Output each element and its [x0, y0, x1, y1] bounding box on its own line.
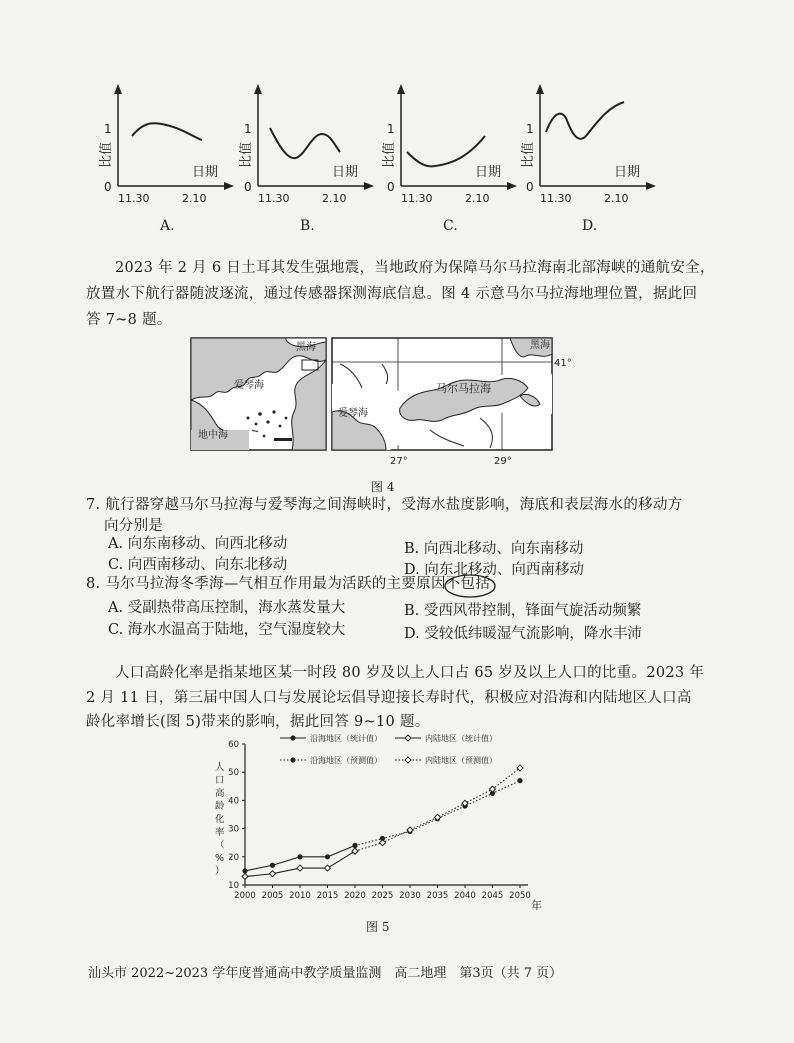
q8-stem: 8. 马尔马拉海冬季海—气相互作用最为活跃的主要原因不包括	[86, 576, 491, 592]
fig5-xtick-label: 2050	[509, 891, 531, 901]
mini-c-xlabel: 日期	[475, 165, 502, 180]
fig5-point	[325, 854, 330, 859]
fig5-xlabel: 年	[531, 899, 542, 912]
mini-b-xtick-end: 2.10	[322, 192, 347, 205]
map-left-mediterranean: 地中海	[198, 430, 228, 441]
mini-a-xlabel: 日期	[192, 165, 219, 180]
q7-stem-line1: 7. 航行器穿越马尔马拉海与爱琴海之间海峡时，受海水盐度影响，海底和表层海水的移动方	[86, 497, 683, 513]
fig5-legend-label: 沿海地区（统计值）	[310, 734, 382, 743]
mini-chart-d	[520, 84, 656, 234]
mini-a-label: A.	[160, 218, 175, 234]
q7-option-a[interactable]: A. 向东南移动、向西北移动	[108, 536, 288, 552]
fig5-ytick-label: 20	[228, 852, 239, 863]
map-left-aegean: 爱琴海	[234, 380, 264, 391]
fig5-ytick-label: 50	[228, 768, 239, 779]
mini-a-ylabel: 比值	[99, 141, 114, 168]
mini-c-xtick-end: 2.10	[465, 192, 490, 205]
fig5-xtick-label: 2005	[261, 891, 284, 901]
mini-d-xtick-end: 2.10	[604, 192, 629, 205]
fig5-point	[352, 843, 357, 848]
page-footer: 汕头市 2022~2023 学年度普通高中教学质量监测 高二地理 第3页（共 7 页）	[88, 966, 563, 981]
mini-chart-c	[381, 84, 517, 234]
q7-option-b[interactable]: B. 向西北移动、向东南移动	[404, 541, 584, 557]
q8-option-c[interactable]: C. 海水水温高于陆地，空气湿度较大	[108, 622, 346, 638]
figure5-chart	[195, 730, 555, 915]
figure4-map	[190, 334, 610, 474]
fig5-xtick-label: 2010	[289, 891, 311, 901]
intro1-line1: 2023 年 2 月 6 日土耳其发生强地震，当地政府为保障马尔马拉海南北部海峡的通航安全，	[115, 260, 715, 276]
fig5-series-line	[355, 781, 520, 846]
mini-c-ylabel: 比值	[382, 141, 397, 168]
map-lon1-label: 27°	[390, 456, 408, 467]
mini-d-curve	[546, 102, 624, 139]
fig5-point	[270, 871, 276, 877]
intro1-line3: 答 7~8 题。	[86, 312, 172, 328]
fig5-point	[297, 854, 302, 859]
fig5-point	[325, 865, 331, 871]
fig5-point	[405, 735, 411, 741]
map-right-marmara: 马尔马拉海	[436, 382, 491, 395]
fig5-ytick-label: 60	[228, 740, 239, 750]
handwritten-circle-mark	[442, 573, 498, 599]
q7-stem-line2: 向分别是	[104, 518, 164, 534]
mini-c-curve	[407, 136, 485, 166]
fig5-xtick-label: 2045	[481, 891, 504, 901]
fig5-point	[405, 757, 411, 763]
figure4-caption: 图 4	[371, 480, 395, 494]
mini-c-tick-0: 0	[387, 180, 395, 194]
intro2-line2: 2 月 11 日，第三届中国人口与发展论坛倡导迎接长寿时代，积极应对沿海和内陆地区人口高	[86, 690, 692, 706]
mini-c-label: C.	[443, 218, 458, 234]
mini-b-ylabel: 比值	[239, 141, 254, 168]
mini-chart-b	[238, 84, 374, 234]
fig5-ytick-label: 30	[228, 824, 239, 835]
fig5-point	[242, 874, 248, 880]
fig5-xtick-label: 2030	[399, 891, 421, 901]
fig5-ytick-label: 40	[228, 796, 239, 807]
q8-option-a[interactable]: A. 受副热带高压控制，海水蒸发量大	[108, 600, 346, 616]
intro2-line1: 人口高龄化率是指某地区某一时段 80 岁及以上人口占 65 岁及以上人口的比重。2023 年	[115, 665, 705, 681]
fig5-point	[290, 757, 295, 762]
fig5-ytick-label: 10	[228, 881, 239, 891]
mini-b-label: B.	[300, 218, 315, 234]
mini-b-tick-1: 1	[244, 122, 252, 136]
mini-b-tick-0: 0	[244, 180, 252, 194]
mini-charts	[60, 78, 700, 238]
mini-d-tick-0: 0	[526, 180, 534, 194]
fig5-xtick-label: 2015	[316, 891, 339, 901]
mini-a-tick-0: 0	[104, 180, 112, 194]
map-right-black-sea: 黑海	[530, 340, 550, 351]
fig5-point	[270, 863, 275, 868]
mini-c-xtick-start: 11.30	[401, 192, 433, 205]
q8-option-b[interactable]: B. 受西风带控制，锋面气旋活动频繁	[404, 603, 642, 619]
mini-a-tick-1: 1	[104, 122, 112, 136]
fig5-point	[290, 735, 295, 740]
fig5-ylabel: 人口高龄化率（%）	[215, 762, 225, 877]
fig5-xtick-label: 2000	[234, 891, 256, 901]
fig5-point	[242, 868, 247, 873]
mini-c-tick-1: 1	[387, 122, 395, 136]
mini-a-xtick-end: 2.10	[182, 192, 207, 205]
figure5-caption: 图 5	[366, 920, 390, 934]
fig5-xtick-label: 2040	[454, 891, 476, 901]
fig5-xtick-label: 2020	[344, 891, 366, 901]
mini-a-curve	[132, 123, 202, 140]
fig5-point	[297, 865, 303, 871]
mini-d-xlabel: 日期	[614, 165, 641, 180]
fig5-xtick-label: 2025	[371, 891, 394, 901]
intro1-line2: 放置水下航行器随波逐流，通过传感器探测海底信息。图 4 示意马尔马拉海地理位置，据此回	[86, 286, 698, 302]
mini-b-xtick-start: 11.30	[258, 192, 290, 205]
mini-d-ylabel: 比值	[521, 141, 536, 168]
fig5-xtick-label: 2035	[426, 891, 449, 901]
map-inset-left	[191, 338, 326, 450]
mini-d-xtick-start: 11.30	[540, 192, 572, 205]
fig5-point	[352, 848, 358, 854]
q7-option-c[interactable]: C. 向西南移动、向东北移动	[108, 557, 288, 573]
q7-option-d[interactable]: D. 向东北移动、向西南移动	[404, 562, 584, 578]
fig5-legend-label: 沿海地区（预测值）	[310, 756, 382, 765]
mini-d-label: D.	[582, 218, 598, 234]
map-lat-label: 41°	[554, 358, 572, 369]
mini-chart-a	[98, 84, 234, 234]
map-main-right	[332, 338, 572, 467]
fig5-point	[380, 840, 386, 846]
mini-a-xtick-start: 11.30	[118, 192, 150, 205]
map-right-aegean: 爱琴海	[338, 408, 368, 419]
fig5-point	[517, 778, 522, 783]
fig5-legend-label: 内陆地区（预测值）	[425, 756, 497, 765]
fig5-legend-label: 内陆地区（统计值）	[425, 734, 497, 743]
mini-b-curve	[270, 128, 340, 158]
mini-b-xlabel: 日期	[332, 165, 359, 180]
map-lon2-label: 29°	[494, 456, 512, 467]
q8-option-d[interactable]: D. 受较低纬暖湿气流影响，降水丰沛	[404, 626, 642, 642]
mini-d-tick-1: 1	[526, 122, 534, 136]
intro2-line3: 龄化率增长(图 5)带来的影响，据此回答 9~10 题。	[86, 714, 430, 730]
map-left-black-sea: 黑海	[296, 342, 316, 353]
